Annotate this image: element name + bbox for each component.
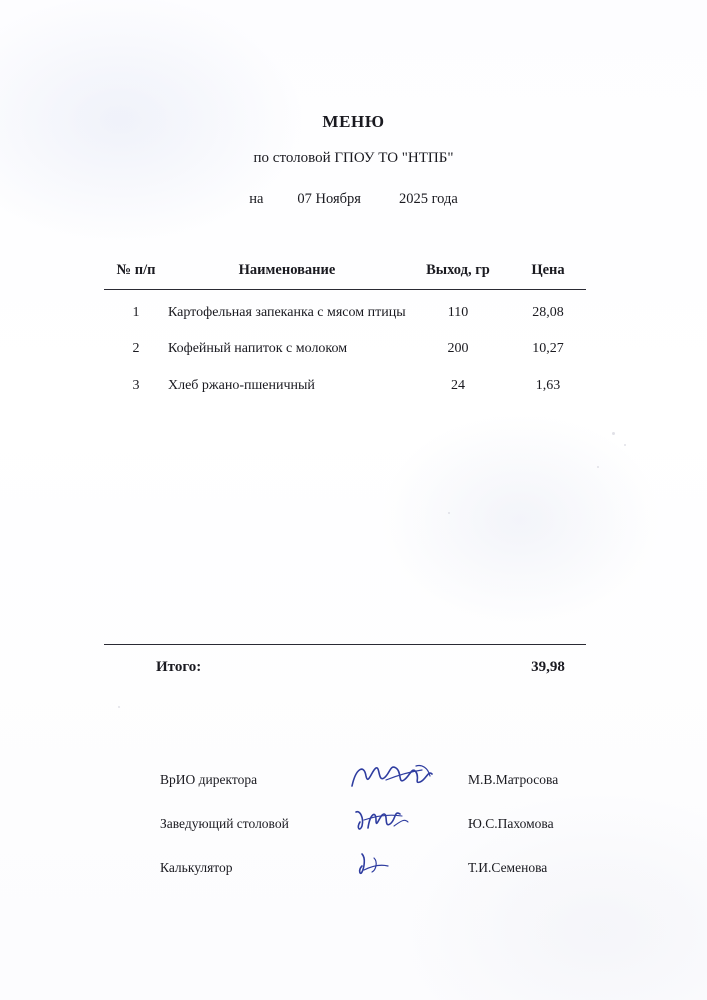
scan-speck	[624, 444, 626, 446]
signature-role: Заведующий столовой	[160, 816, 289, 831]
cell-num: 2	[132, 341, 140, 357]
cell-name: Хлеб ржано-пшеничный	[168, 377, 315, 393]
cell-output: 110	[447, 305, 469, 320]
document-dateline	[0, 191, 707, 208]
date-day: 07 Ноября	[297, 191, 361, 207]
total-value: 39,98	[531, 659, 565, 675]
cell-price: 1,63	[535, 377, 561, 393]
signature-role: Калькулятор	[160, 860, 233, 875]
date-year: 2025 года	[398, 191, 458, 207]
cell-output: 24	[451, 377, 465, 393]
signature-name: М.В.Матросова	[468, 772, 559, 787]
scan-speck	[448, 512, 450, 514]
cell-price: 10,27	[532, 341, 564, 357]
signature-row	[160, 816, 600, 860]
table-row	[104, 326, 586, 362]
scan-speck	[597, 466, 599, 468]
column-header-num: № п/п	[104, 262, 168, 290]
total-divider	[104, 644, 586, 645]
signature-name: Т.И.Семенова	[468, 860, 548, 875]
menu-table	[104, 262, 586, 399]
table-row	[104, 290, 586, 327]
menu-table-head	[104, 262, 586, 290]
document-subtitle: по столовой ГПОУ ТО "НТПБ"	[253, 150, 454, 166]
column-header-output: Выход, гр	[406, 262, 510, 290]
date-prefix: на	[249, 191, 264, 207]
signature-mark-icon	[346, 756, 456, 796]
menu-table-body	[104, 290, 586, 399]
table-row	[104, 363, 586, 399]
signature-row	[160, 860, 600, 904]
cell-price: 28,08	[532, 305, 564, 320]
scan-speck	[612, 432, 615, 435]
cell-name: Кофейный напиток с молоком	[168, 341, 348, 357]
document-title: МЕНЮ	[322, 112, 385, 131]
cell-output: 200	[447, 341, 469, 357]
signature-role: ВрИО директора	[160, 772, 258, 787]
cell-num: 1	[132, 305, 140, 320]
column-header-price: Цена	[510, 262, 586, 290]
signature-name: Ю.С.Пахомова	[468, 816, 554, 831]
signature-row	[160, 772, 600, 816]
scan-speck	[118, 706, 120, 708]
cell-num: 3	[132, 377, 140, 393]
cell-name: Картофельная запеканка с мясом птицы	[168, 305, 406, 320]
table-header-row	[104, 262, 586, 290]
signature-block	[160, 772, 600, 904]
total-label: Итого:	[156, 659, 202, 675]
column-header-name: Наименование	[168, 262, 406, 290]
